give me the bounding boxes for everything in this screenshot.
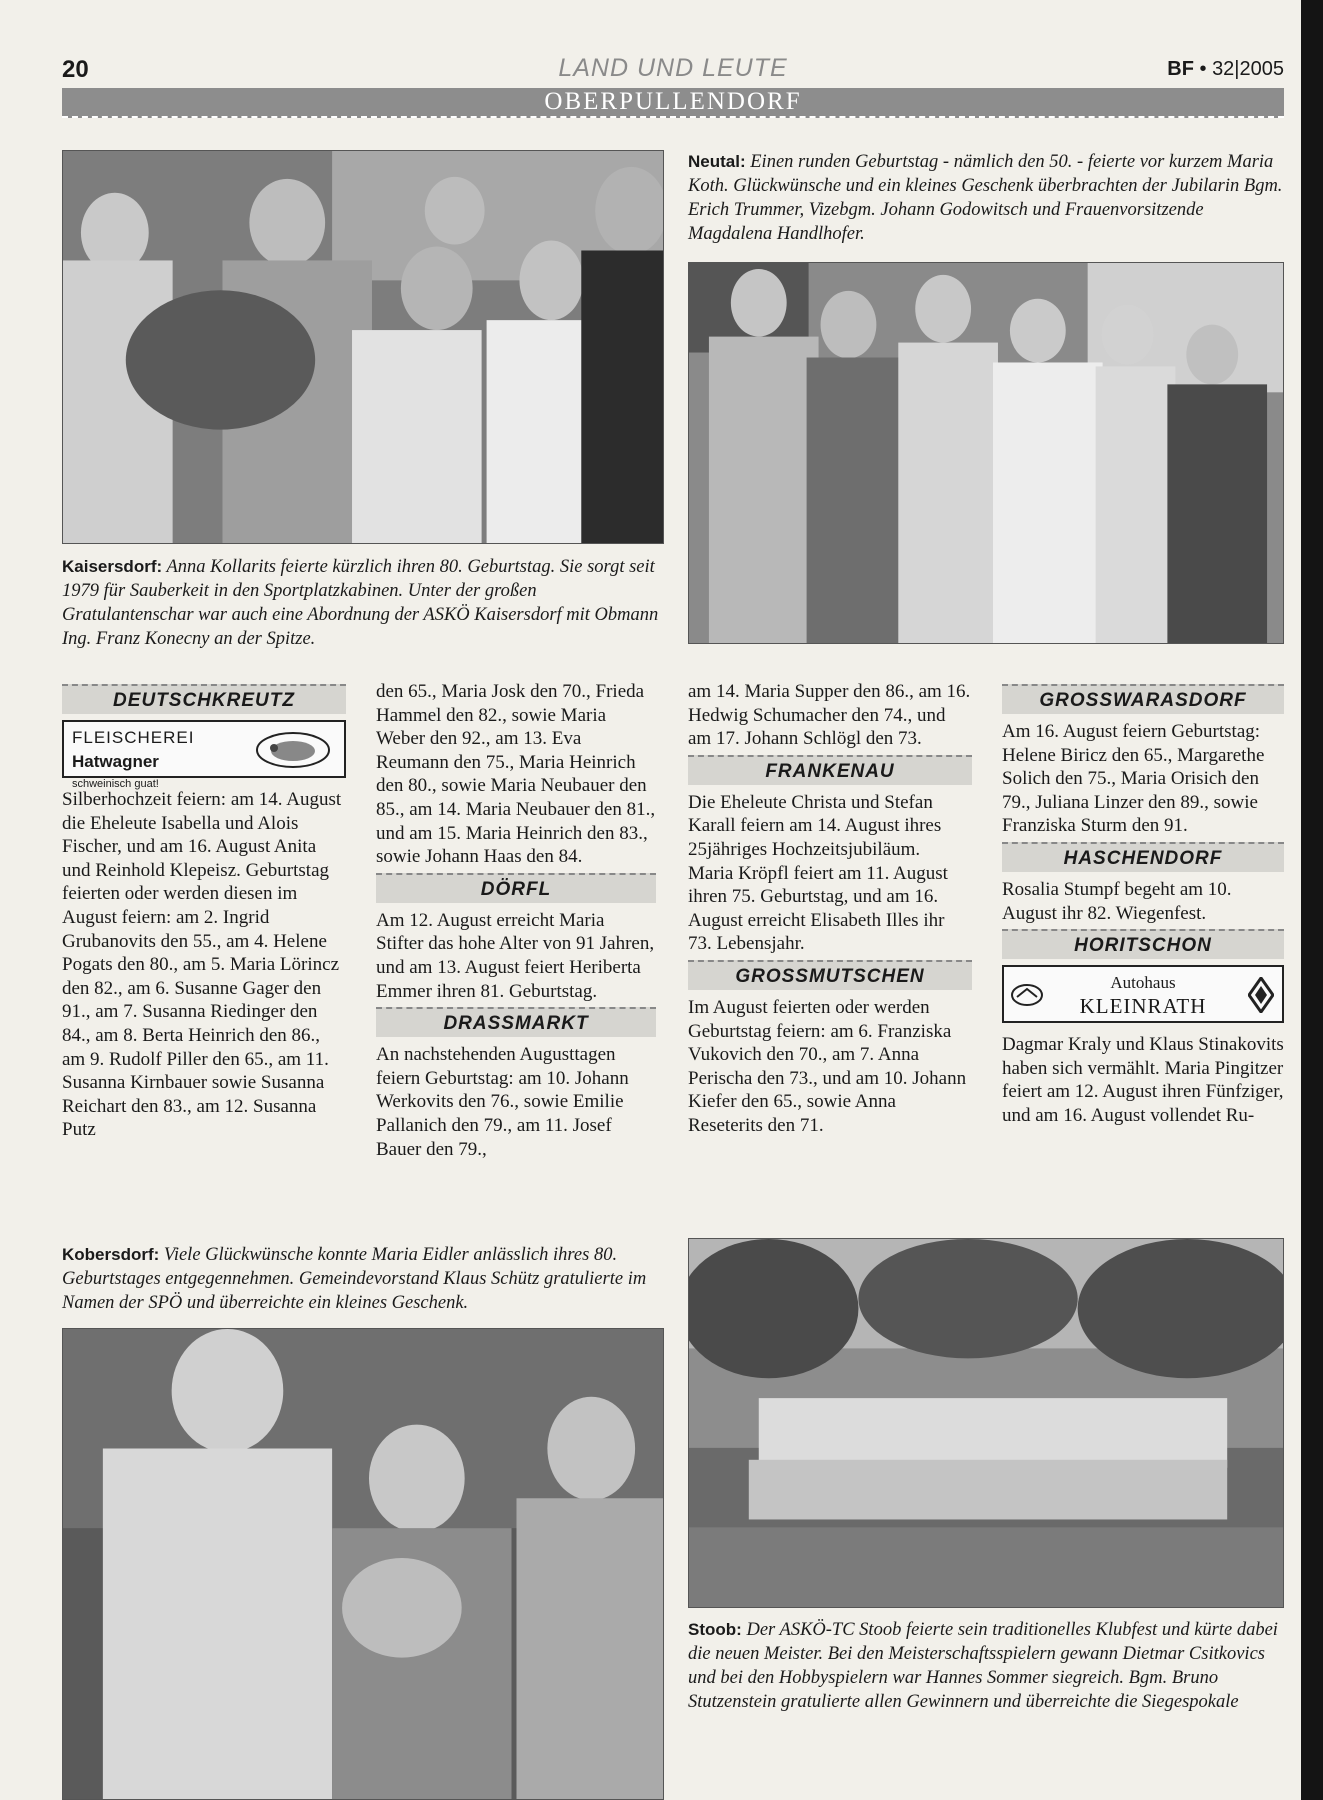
text-horitschon: Dagmar Kraly und Klaus Stinakovits haben sich vermählt. Maria Pingitzer feiert am 12. August ihren Fünfziger, und am 16. August vollendet Ru- [1002,1034,1284,1126]
issue-number: 32|2005 [1212,58,1284,80]
ad-fleischerei [62,720,346,791]
text-doerfl: Am 12. August erreicht Maria Stifter das hohe Alter von 91 Jahren, und am 13. August feiert Heriberta Emmer ihren 81. Geburtstag. [376,909,655,1002]
heading-grosswarasdorf: GROSSWARASDORF [1002,684,1284,714]
ad-fleischerei-line3: schweinisch guat! [72,778,159,791]
column-3 [688,680,972,1138]
heading-horitschon: HORITSCHON [1002,929,1284,959]
renault-logo-icon [1248,977,1274,1013]
text-col2-intro: den 65., Maria Josk den 70., Frieda Hammel den 82., sowie Maria Weber den 92., am 13. Eva Reumann den 75., Maria Heinrich den 80., sowie Maria Neubauer den 85., am 14. Maria Neubauer den 81., und am 15. Maria Heinrich den 83., sowie Johann Haas den 84. [376,681,656,868]
caption-kobersdorf [62,1243,662,1315]
caption-kobersdorf-place: Kobersdorf: [62,1245,160,1264]
photo-kaisersdorf [62,150,664,544]
heading-frankenau: FRANKENAU [688,755,972,785]
text-deutschkreutz: Silberhochzeit feiern: am 14. August die Eheleute Isabella und Alois Fischer, und am 16. August Anita und Reinhold Klepeisz. Geburtstag feierten oder werden diesen im August feiern: am 2. Ingrid Grubanovits den 55., am 4. Helene Pogats den 80., am 5. Maria Lörincz den 82., am 6. Susanne Gager den 91., am 7. Susanna Riedinger den 84., am 8. Berta Heinrich den 86., am 9. Rudolf Piller den 65., am 11. Susanna Kirnbauer sowie Susanna Reichart den 83., am 12. Susanna Putz [62,789,342,1141]
photo-stoob-image [689,1239,1283,1607]
caption-neutal-text: Einen runden Geburtstag - nämlich den 50. - feierte vor kurzem Maria Koth. Glückwünsche und ein kleines Geschenk überbrachten der Jubilarin Bgm. Erich Trummer, Vizebgm. Johann Godowitsch und Frauenvorsitzende Magdalena Handlhofer. [688,152,1283,244]
text-frankenau-1: Die Eheleute Christa und Stefan Karall feiern am 14. August ihres 25jähriges Hochzeitsjubiläum. [688,791,942,860]
photo-kobersdorf [62,1328,664,1800]
caption-kaisersdorf-place: Kaisersdorf: [62,557,163,576]
ad-fleischerei-line1: FLEISCHEREI [72,728,195,747]
region-band [62,88,1284,118]
column-2 [376,680,656,1161]
photo-kobersdorf-image [63,1329,663,1799]
ad-fleischerei-line2: Hatwagner [72,751,159,771]
caption-stoob-text: Der ASKÖ-TC Stoob feierte sein traditionelles Klubfest und kürte dabei die neuen Meister. Bei den Meisterschaftsspielern gewann Dietmar Csitkovics und bei den Hobbyspielern war Hannes Sommer siegreich. Bgm. Bruno Stutzenstein gratulierte allen Gewinnern und überreichte die Siegespokale [688,1620,1278,1712]
photo-kaisersdorf-image [63,151,663,543]
photo-neutal-image [689,263,1283,643]
caption-stoob-place: Stoob: [688,1620,742,1639]
text-grosswarasdorf: Am 16. August feiern Geburtstag: Helene Biricz den 65., Margarethe Solich den 75., Maria Orisich den 79., Juliana Linzer den 89., sowie Franziska Sturm den 91. [1002,721,1265,837]
column-1 [62,680,346,1142]
heading-grossmutschen: GROSSMUTSCHEN [688,960,972,990]
photo-stoob [688,1238,1284,1608]
section-title: LAND UND LEUTE [558,54,788,82]
pig-logo-icon [254,730,332,770]
page-number: 20 [62,56,89,83]
text-col3-intro: am 14. Maria Supper den 86., am 16. Hedwig Schumacher den 74., und am 17. Johann Schlögl den 73. [688,681,971,750]
heading-haschendorf: HASCHENDORF [1002,842,1284,872]
page-header [62,56,1284,86]
region-title: OBERPULLENDORF [544,88,802,115]
text-haschendorf: Rosalia Stumpf begeht am 10. August ihr 82. Wiegenfest. [1002,878,1232,924]
text-frankenau-2: Maria Kröpfl feiert am 11. August ihren 75. Geburtstag, und am 16. August erreicht Elisabeth Illes ihr 73. Lebensjahr. [688,862,948,955]
text-grossmutschen: Im August feierten oder werden Geburtstag feiern: am 6. Franziska Vukovich den 70., am 7. Anna Perischa den 73., und am 10. Johann Kiefer den 65., sowie Anna Reseterits den 71. [688,996,967,1136]
column-4 [1002,680,1284,1128]
caption-neutal-place: Neutal: [688,152,746,171]
ad-autohaus-line2: KLEINRATH [1079,993,1207,1018]
publication-issue: BF • 32|2005 [1167,58,1284,80]
caption-kaisersdorf [62,555,664,651]
caption-kobersdorf-text: Viele Glückwünsche konnte Maria Eidler anlässlich ihres 80. Geburtstages entgegennehmen. Gemeindevorstand Klaus Schütz gratulierte im Namen der SPÖ und überreichte ein kleines Geschenk. [62,1245,647,1313]
publication-name: BF [1167,58,1194,80]
heading-doerfl: DÖRFL [376,873,656,903]
caption-kaisersdorf-text: Anna Kollarits feierte kürzlich ihren 80. Geburtstag. Sie sorgt seit 1979 für Sauberkeit in den Sportplatzkabinen. Unter der großen Gratulantenschar war auch eine Abordnung der ASKÖ Kaisersdorf mit Obmann Ing. Franz Konecny an der Spitze. [62,557,659,649]
caption-neutal [688,150,1284,246]
caption-stoob [688,1618,1284,1714]
text-drassmarkt: An nachstehenden Augusttagen feiern Geburtstag: am 10. Johann Werkovits den 76., sowie Emilie Pallanich den 79., am 11. Josef Bauer den 79., [376,1044,629,1160]
ad-autohaus-line1: Autohaus [1110,973,1176,993]
photo-neutal [688,262,1284,644]
heading-deutschkreutz: DEUTSCHKREUTZ [62,684,346,714]
mazda-logo-icon [1010,983,1044,1007]
ad-autohaus [1002,965,1284,1023]
heading-drassmarkt: DRASSMARKT [376,1007,656,1037]
page-spine-shadow [1301,0,1323,1800]
